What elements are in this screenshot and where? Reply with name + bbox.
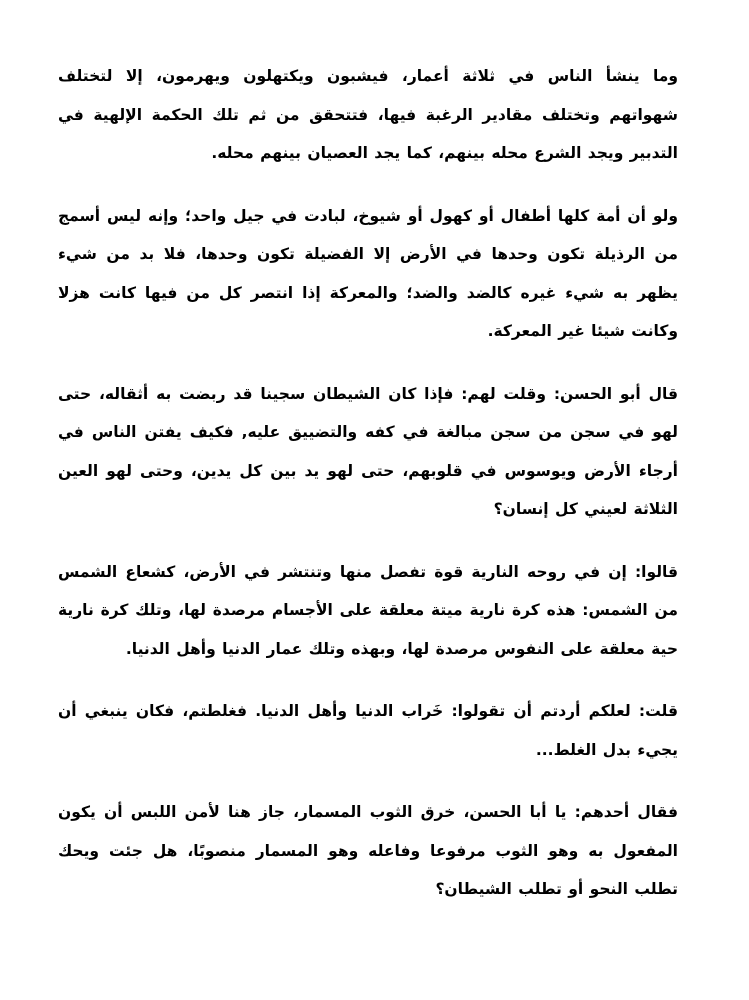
paragraph-4: قالوا: إن في روحه النارية قوة تفصل منها وتنتشر في الأرض، كشعاع الشمس من الشمس: هذه كرة نارية ميتة معلقة على الأجسام مرصدة لها، وتلك كرة نارية حية معلقة على النفوس مرصدة لها، وبهذه وتلك عمار الدنيا وأهل الدنيا. xyxy=(58,562,678,658)
paragraph-6: فقال أحدهم: يا أبا الحسن، خرق الثوب المسمار، جاز هنا لأمن اللبس أن يكون المفعول به وهو الثوب مرفوعا وفاعله وهو المسمار منصوبًا، هل جئت ويحك تطلب النحو أو تطلب الشيطان؟ xyxy=(58,803,678,898)
paragraph-1: وما ينشأ الناس في ثلاثة أعمار، فيشبون ويكتهلون ويهرمون، إلا لتختلف شهواتهم وتختلف مقادير الرغبة فيها، فتتحقق من ثم تلك الحكمة الإلهية في التدبير ويجد الشرع محله بينهم، كما يجد العصيان بينهم محله. xyxy=(58,67,678,162)
paragraph-2: ولو أن أمة كلها أطفال أو كهول أو شيوخ، لبادت في جيل واحد؛ وإنه ليس أسمج من الرذيلة تكون وحدها في الأرض إلا الفضيلة تكون وحدها، فلا بد من شيء يظهر به شيء غيره كالضد والضد؛ والمعركة إذا انتصر كل من فيها كانت هزلا وكانت شيئا غير المعركة. xyxy=(58,206,678,340)
paragraph-3: قال أبو الحسن: وقلت لهم: فإذا كان الشيطان سجينا قد ربضت به أثقاله، حتى لهو في سجن من سجن مبالغة في كفه والتضييق عليه, فكيف يفتن الناس في أرجاء الأرض ويوسوس في قلوبهم، حتى لهو يد بين كل يدين، وحتى لهو العين الثلاثة لعيني كل إنسان؟ xyxy=(58,384,678,518)
paragraph-5: قلت: لعلكم أردتم أن تقولوا: خَراب الدنيا وأهل الدنيا. فغلطتم، فكان ينبغي أن يجيء بدل الغلط... xyxy=(58,702,678,759)
